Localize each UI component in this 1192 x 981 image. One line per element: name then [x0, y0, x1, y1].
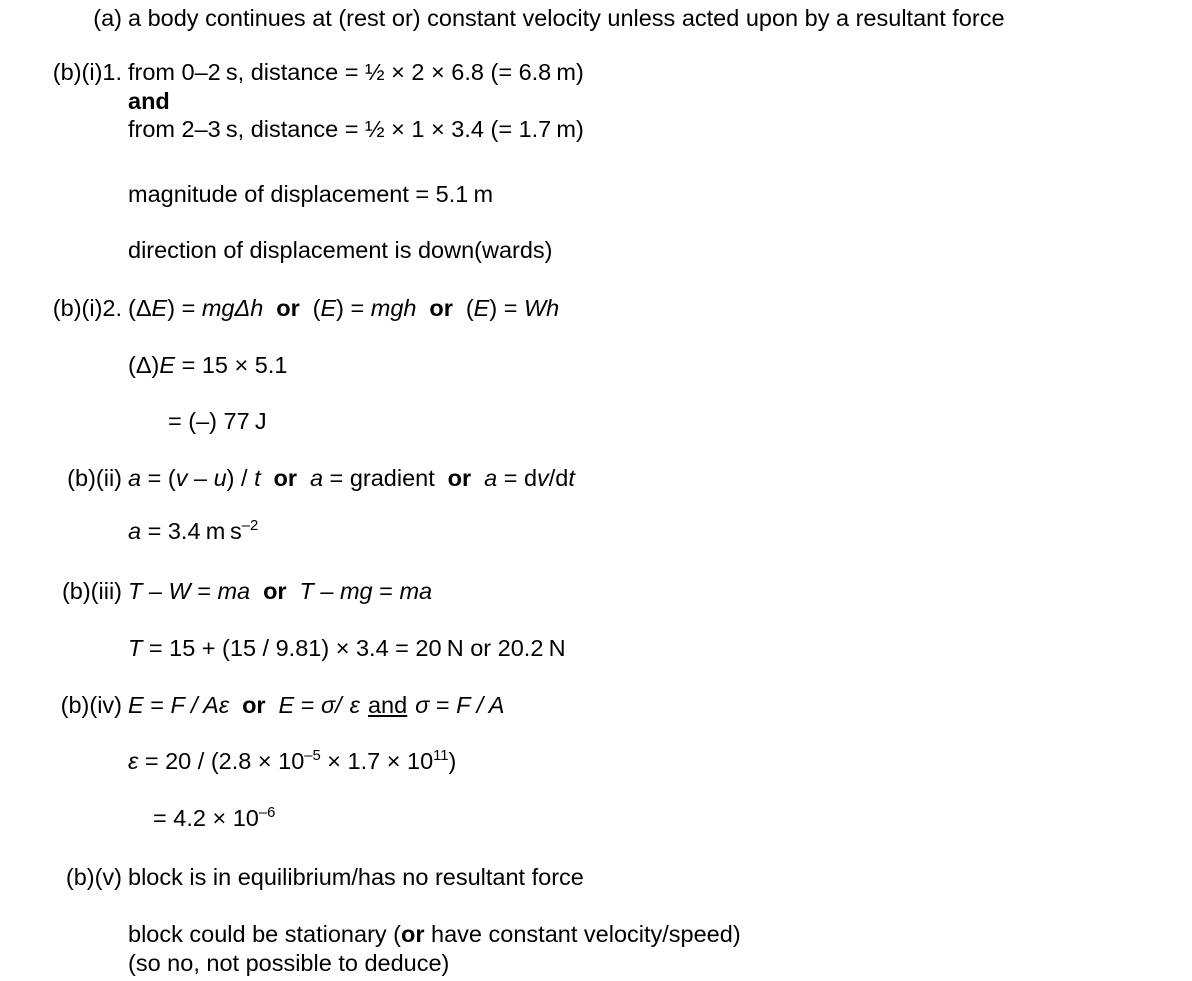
- text-frag: =: [429, 692, 457, 718]
- text-frag: (: [312, 295, 321, 321]
- exponent: 11: [433, 748, 449, 765]
- text-frag: ) =: [167, 295, 202, 321]
- text-frag: ) =: [489, 295, 524, 321]
- question-label-b-v: (b)(v): [65, 864, 122, 890]
- symbol-sigma: σ: [320, 692, 336, 718]
- text-frag: 1: [411, 116, 425, 143]
- times-symbol: ×: [431, 59, 445, 85]
- unit-joule: J: [254, 408, 267, 434]
- question-label-b-i-1: (b)(i)1.: [52, 59, 122, 85]
- answer-line-distance-0-2s: [128, 59, 1192, 87]
- text-frag: block could be stationary (: [128, 921, 402, 947]
- answer-content-magnitude: [128, 181, 1192, 209]
- text-frag: 1.7: [341, 748, 387, 774]
- conjunction-or: or: [447, 465, 472, 491]
- answer-content-strain-result: [153, 805, 1192, 833]
- answer-content-b-iii: [128, 578, 1192, 606]
- expression-F-over-A: F / A: [456, 692, 505, 718]
- variable-t: t: [568, 465, 575, 491]
- times-symbol: ×: [257, 748, 272, 774]
- variable-v: v: [175, 465, 188, 491]
- text-frag: = 20 / (2.8: [138, 748, 258, 774]
- variable-a: a: [128, 465, 142, 491]
- conjunction-or: or: [242, 692, 266, 718]
- answer-content-b-i-2: [128, 295, 1192, 323]
- answer-line-stationary: [128, 921, 1192, 949]
- expression-ma: ma: [217, 578, 251, 604]
- exponent: –6: [258, 805, 276, 822]
- text-frag: = 15 + (15 / 9.81): [142, 635, 336, 661]
- expression-mg: mg: [339, 578, 373, 604]
- answer-content-direction: [128, 237, 1192, 265]
- variable-E: E: [151, 295, 168, 321]
- exponent: –2: [241, 518, 259, 535]
- text-frag: 3.4 (= 1.7: [451, 116, 552, 143]
- text-frag: m: [473, 181, 494, 207]
- variable-v: v: [537, 465, 549, 491]
- answer-content-b-i-1: [128, 59, 1192, 144]
- times-symbol: ×: [234, 352, 249, 378]
- text-frag: magnitude of displacement = 5.1: [128, 181, 469, 207]
- text-frag: ): [448, 748, 457, 774]
- text-frag: m): [556, 59, 584, 85]
- text-frag: = gradient: [323, 465, 435, 491]
- conjunction-or: or: [429, 295, 453, 321]
- variable-E: E: [159, 352, 176, 378]
- answer-content-energy-result: [168, 408, 1192, 436]
- text-frag: /: [335, 692, 342, 718]
- text-frag: 3.4 = 20: [349, 635, 442, 661]
- variable-E: E: [320, 295, 337, 321]
- answer-content-b-iv: [128, 692, 1192, 720]
- answer-line-magnitude: [128, 181, 1192, 209]
- text-frag: = d: [497, 465, 538, 491]
- times-symbol: ×: [327, 748, 341, 774]
- variable-T: T: [128, 635, 143, 661]
- variable-a: a: [128, 518, 142, 544]
- answer-line-tension-value: [128, 635, 1192, 663]
- text-frag: s, distance = ½: [225, 116, 385, 143]
- text-frag: 2: [411, 59, 425, 85]
- variable-T: T: [128, 578, 143, 604]
- times-symbol: ×: [335, 635, 350, 661]
- text-frag: = (–) 77: [168, 408, 250, 434]
- answer-content-b-v: [128, 864, 1192, 892]
- variable-u: u: [213, 465, 227, 491]
- answer-line-strain-calculation: [128, 748, 1192, 776]
- times-symbol: ×: [212, 805, 227, 831]
- answer-content-deduction: [128, 921, 1192, 977]
- text-frag: (: [465, 295, 474, 321]
- text-frag: = (: [141, 465, 176, 491]
- question-label-b-iv: (b)(iv): [60, 692, 122, 718]
- text-frag: = 3.4: [141, 518, 201, 544]
- times-symbol: ×: [386, 748, 401, 774]
- expression-mgh: mgh: [370, 295, 417, 321]
- text-frag: –: [142, 578, 169, 604]
- answer-line-direction: direction of displacement is down(wards): [128, 237, 553, 263]
- question-label-b-ii: (b)(ii): [67, 465, 122, 491]
- answer-line-acceleration-definitions: [128, 465, 1192, 493]
- variable-W: W: [168, 578, 191, 604]
- variable-T: T: [299, 578, 314, 604]
- expression-F-over-A: F / A: [170, 692, 219, 718]
- answer-content-energy-substitution: [128, 352, 1192, 380]
- answer-line-equilibrium: block is in equilibrium/has no resultant force: [128, 864, 584, 890]
- symbol-epsilon: ε: [128, 748, 139, 774]
- symbol-sigma: σ: [415, 692, 430, 718]
- variable-E: E: [128, 692, 144, 718]
- text-frag: from 2–3: [128, 116, 221, 143]
- times-symbol: ×: [431, 116, 445, 143]
- expression-mgdh: mgΔh: [201, 295, 264, 321]
- answer-line-acceleration-value: [128, 518, 1192, 546]
- text-frag: m): [556, 116, 584, 143]
- text-frag: 10: [400, 748, 434, 774]
- conjunction-or: or: [401, 921, 425, 947]
- text-frag: =: [190, 578, 218, 604]
- times-symbol: ×: [391, 59, 405, 85]
- answer-line-energy-equations: [128, 295, 1192, 323]
- answer-line-energy-substitution: [128, 352, 1192, 380]
- expression-Wh: Wh: [523, 295, 560, 321]
- unit-newton: N or 20.2: [446, 635, 544, 661]
- text-frag: –: [187, 465, 214, 491]
- variable-E: E: [473, 295, 490, 321]
- text-frag: =: [372, 578, 400, 604]
- answer-line-newton-second-law: [128, 578, 1192, 606]
- exponent: –5: [304, 748, 321, 765]
- text-frag: 5.1: [248, 352, 288, 378]
- variable-E: E: [278, 692, 295, 718]
- conjunction-and: and: [367, 692, 408, 718]
- text-frag: –: [313, 578, 340, 604]
- text-frag: (Δ): [128, 352, 160, 378]
- answer-line: a body continues at (rest or) constant velocity unless acted upon by a resultant force: [128, 5, 1005, 31]
- answer-line-strain-result: [153, 805, 1192, 833]
- answer-content-tension-value: [128, 635, 1192, 663]
- text-frag: = 4.2: [153, 805, 213, 831]
- variable-t: t: [254, 465, 261, 491]
- answer-content-acceleration-value: [128, 518, 1192, 546]
- question-label-a: (a): [93, 5, 122, 31]
- text-frag: have constant velocity/speed): [424, 921, 741, 947]
- conjunction-or: or: [276, 295, 300, 321]
- text-frag: ) =: [336, 295, 371, 321]
- text-frag: from 0–2: [128, 59, 221, 85]
- answer-line-youngs-modulus-definitions: [128, 692, 1192, 720]
- question-label-b-iii: (b)(iii): [61, 578, 122, 604]
- answer-line-distance-2-3s: [128, 116, 1192, 144]
- text-frag: /d: [548, 465, 569, 491]
- expression-ma: ma: [399, 578, 433, 604]
- answer-content-strain-calculation: [128, 748, 1192, 776]
- answer-line-energy-result: [168, 408, 1192, 436]
- symbol-epsilon: ε: [218, 692, 230, 718]
- answer-content-b-ii: [128, 465, 1192, 493]
- text-frag: s, distance = ½: [225, 59, 385, 85]
- text-frag: ) /: [226, 465, 255, 491]
- text-frag: (Δ: [128, 295, 152, 321]
- text-frag: 10: [271, 748, 305, 774]
- text-frag: 10: [226, 805, 259, 831]
- unit-ms: m s: [205, 518, 242, 544]
- answer-content-a: [128, 5, 1192, 33]
- question-label-b-i-2: (b)(i)2.: [52, 295, 122, 321]
- text-frag: =: [294, 692, 321, 718]
- conjunction-or: or: [263, 578, 287, 604]
- answer-line-and: and: [128, 87, 170, 114]
- answer-line-conclusion: (so no, not possible to deduce): [128, 949, 450, 976]
- variable-a: a: [484, 465, 498, 491]
- text-frag: =: [143, 692, 171, 718]
- variable-a: a: [309, 465, 324, 491]
- text-frag: 6.8 (= 6.8: [451, 59, 552, 85]
- times-symbol: ×: [391, 116, 405, 143]
- symbol-epsilon: ε: [349, 692, 360, 718]
- unit-newton: N: [548, 635, 566, 661]
- conjunction-or: or: [273, 465, 298, 491]
- text-frag: = 15: [175, 352, 235, 378]
